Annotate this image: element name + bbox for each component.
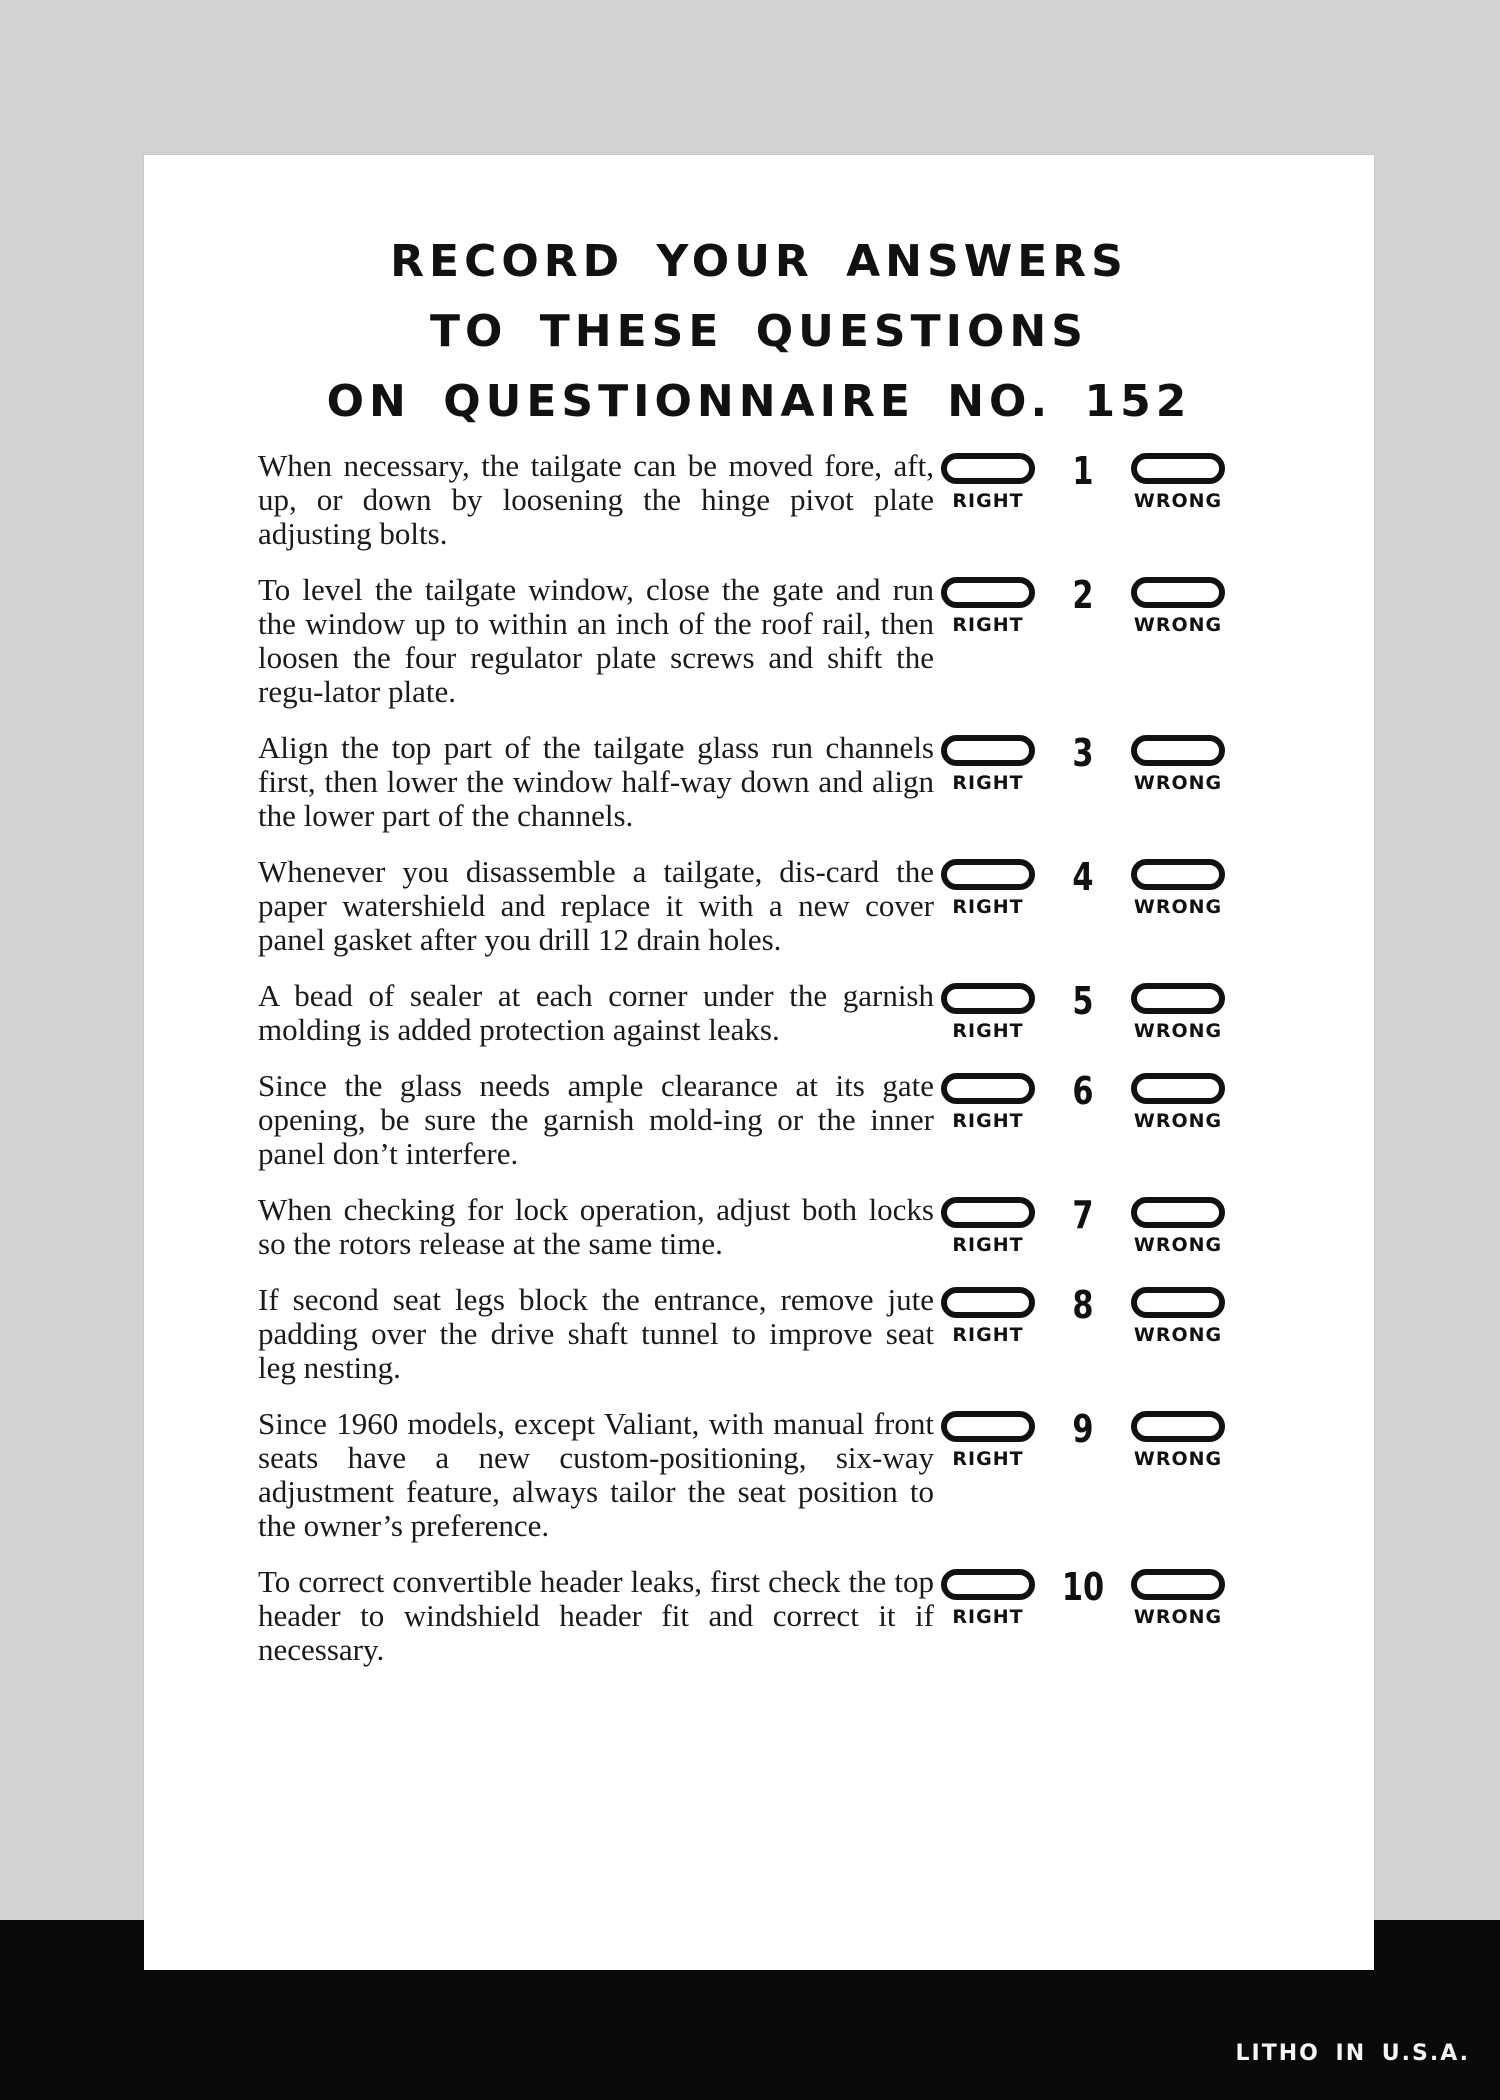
question-item [258, 855, 1358, 957]
wrong-answer-option[interactable] [1118, 859, 1238, 919]
right-answer-option[interactable] [928, 1569, 1048, 1629]
wrong-label: WRONG [1133, 490, 1223, 512]
right-answer-option[interactable] [928, 453, 1048, 513]
question-item [258, 731, 1358, 833]
answer-oval-icon[interactable] [941, 1197, 1035, 1228]
wrong-label: WRONG [1133, 1448, 1223, 1470]
question-text: Since the glass needs ample clearance at its gate opening, be sure the garnish mold-ing or the inner panel don’t interfere. [258, 1068, 934, 1171]
title-line-3: ON QUESTIONNAIRE NO. 152 [326, 376, 1192, 427]
right-answer-option[interactable] [928, 1073, 1048, 1133]
question-number: 10 [1061, 1565, 1105, 1609]
wrong-label: WRONG [1133, 1324, 1223, 1346]
answer-oval-icon[interactable] [941, 1287, 1035, 1318]
wrong-answer-option[interactable] [1118, 1073, 1238, 1133]
questionnaire-sheet [144, 155, 1374, 1970]
question-text: Whenever you disassemble a tailgate, dis-card the paper watershield and replace it with a new cover panel gasket after you drill 12 drain holes. [258, 854, 934, 957]
title-line-1: RECORD YOUR ANSWERS [390, 236, 1128, 287]
wrong-answer-option[interactable] [1118, 1287, 1238, 1347]
right-answer-option[interactable] [928, 1411, 1048, 1471]
right-answer-option[interactable] [928, 983, 1048, 1043]
wrong-label: WRONG [1133, 772, 1223, 794]
right-label: RIGHT [952, 1448, 1024, 1470]
answer-oval-icon[interactable] [1131, 1411, 1225, 1442]
question-number: 5 [1072, 979, 1094, 1023]
answer-oval-icon[interactable] [1131, 1287, 1225, 1318]
question-text: To correct convertible header leaks, first check the top header to windshield header fit and correct it if necessary. [258, 1564, 934, 1667]
question-item [258, 1283, 1358, 1385]
question-number: 4 [1072, 855, 1094, 899]
question-number: 6 [1072, 1069, 1094, 1113]
background-right [1374, 0, 1500, 2100]
right-answer-option[interactable] [928, 1287, 1048, 1347]
answer-oval-icon[interactable] [1131, 453, 1225, 484]
question-item [258, 1193, 1358, 1261]
right-label: RIGHT [952, 1234, 1024, 1256]
answer-oval-icon[interactable] [941, 1073, 1035, 1104]
question-number: 8 [1072, 1283, 1094, 1327]
wrong-label: WRONG [1133, 1020, 1223, 1042]
answer-oval-icon[interactable] [1131, 1073, 1225, 1104]
question-number: 1 [1072, 449, 1094, 493]
wrong-label: WRONG [1133, 896, 1223, 918]
right-label: RIGHT [952, 896, 1024, 918]
answer-oval-icon[interactable] [941, 1569, 1035, 1600]
wrong-answer-option[interactable] [1118, 1411, 1238, 1471]
right-label: RIGHT [952, 772, 1024, 794]
wrong-answer-option[interactable] [1118, 1569, 1238, 1629]
wrong-label: WRONG [1133, 614, 1223, 636]
answer-oval-icon[interactable] [1131, 735, 1225, 766]
question-number: 2 [1072, 573, 1094, 617]
answer-oval-icon[interactable] [941, 859, 1035, 890]
answer-oval-icon[interactable] [941, 453, 1035, 484]
right-label: RIGHT [952, 1020, 1024, 1042]
wrong-label: WRONG [1133, 1110, 1223, 1132]
answer-oval-icon[interactable] [1131, 1197, 1225, 1228]
right-label: RIGHT [952, 1324, 1024, 1346]
right-answer-option[interactable] [928, 859, 1048, 919]
right-label: RIGHT [952, 614, 1024, 636]
right-answer-option[interactable] [928, 1197, 1048, 1257]
right-answer-option[interactable] [928, 735, 1048, 795]
answer-oval-icon[interactable] [1131, 577, 1225, 608]
question-number: 3 [1072, 731, 1094, 775]
question-number: 9 [1072, 1407, 1094, 1451]
title-line-2: TO THESE QUESTIONS [430, 306, 1088, 357]
page-title [144, 227, 1374, 437]
right-label: RIGHT [952, 1606, 1024, 1628]
litho-note: LITHO IN U.S.A. [1235, 2041, 1470, 2066]
wrong-answer-option[interactable] [1118, 453, 1238, 513]
right-label: RIGHT [952, 490, 1024, 512]
question-item [258, 1069, 1358, 1171]
answer-oval-icon[interactable] [1131, 1569, 1225, 1600]
answer-oval-icon[interactable] [1131, 859, 1225, 890]
question-item [258, 449, 1358, 551]
wrong-answer-option[interactable] [1118, 577, 1238, 637]
question-item [258, 1407, 1358, 1543]
wrong-answer-option[interactable] [1118, 983, 1238, 1043]
question-text: Since 1960 models, except Valiant, with manual front seats have a new custom-positioning, six-way adjustment feature, always tailor the seat position to the owner’s preference. [258, 1406, 934, 1543]
wrong-answer-option[interactable] [1118, 735, 1238, 795]
right-label: RIGHT [952, 1110, 1024, 1132]
question-item [258, 573, 1358, 709]
question-text: A bead of sealer at each corner under the garnish molding is added protection against leaks. [258, 978, 934, 1047]
question-text: When checking for lock operation, adjust both locks so the rotors release at the same time. [258, 1192, 934, 1261]
question-text: To level the tailgate window, close the gate and run the window up to within an inch of the roof rail, then loosen the four regulator plate screws and shift the regu-lator plate. [258, 572, 934, 709]
wrong-label: WRONG [1133, 1606, 1223, 1628]
wrong-label: WRONG [1133, 1234, 1223, 1256]
question-list [258, 449, 1358, 1689]
right-answer-option[interactable] [928, 577, 1048, 637]
question-text: When necessary, the tailgate can be moved fore, aft, up, or down by loosening the hinge pivot plate adjusting bolts. [258, 448, 934, 551]
answer-oval-icon[interactable] [941, 983, 1035, 1014]
answer-oval-icon[interactable] [941, 1411, 1035, 1442]
answer-oval-icon[interactable] [941, 577, 1035, 608]
wrong-answer-option[interactable] [1118, 1197, 1238, 1257]
question-text: Align the top part of the tailgate glass run channels first, then lower the window half-way down and align the lower part of the channels. [258, 730, 934, 833]
answer-oval-icon[interactable] [1131, 983, 1225, 1014]
question-text: If second seat legs block the entrance, remove jute padding over the drive shaft tunnel to improve seat leg nesting. [258, 1282, 934, 1385]
answer-oval-icon[interactable] [941, 735, 1035, 766]
question-number: 7 [1072, 1193, 1094, 1237]
question-item [258, 979, 1358, 1047]
question-item [258, 1565, 1358, 1667]
